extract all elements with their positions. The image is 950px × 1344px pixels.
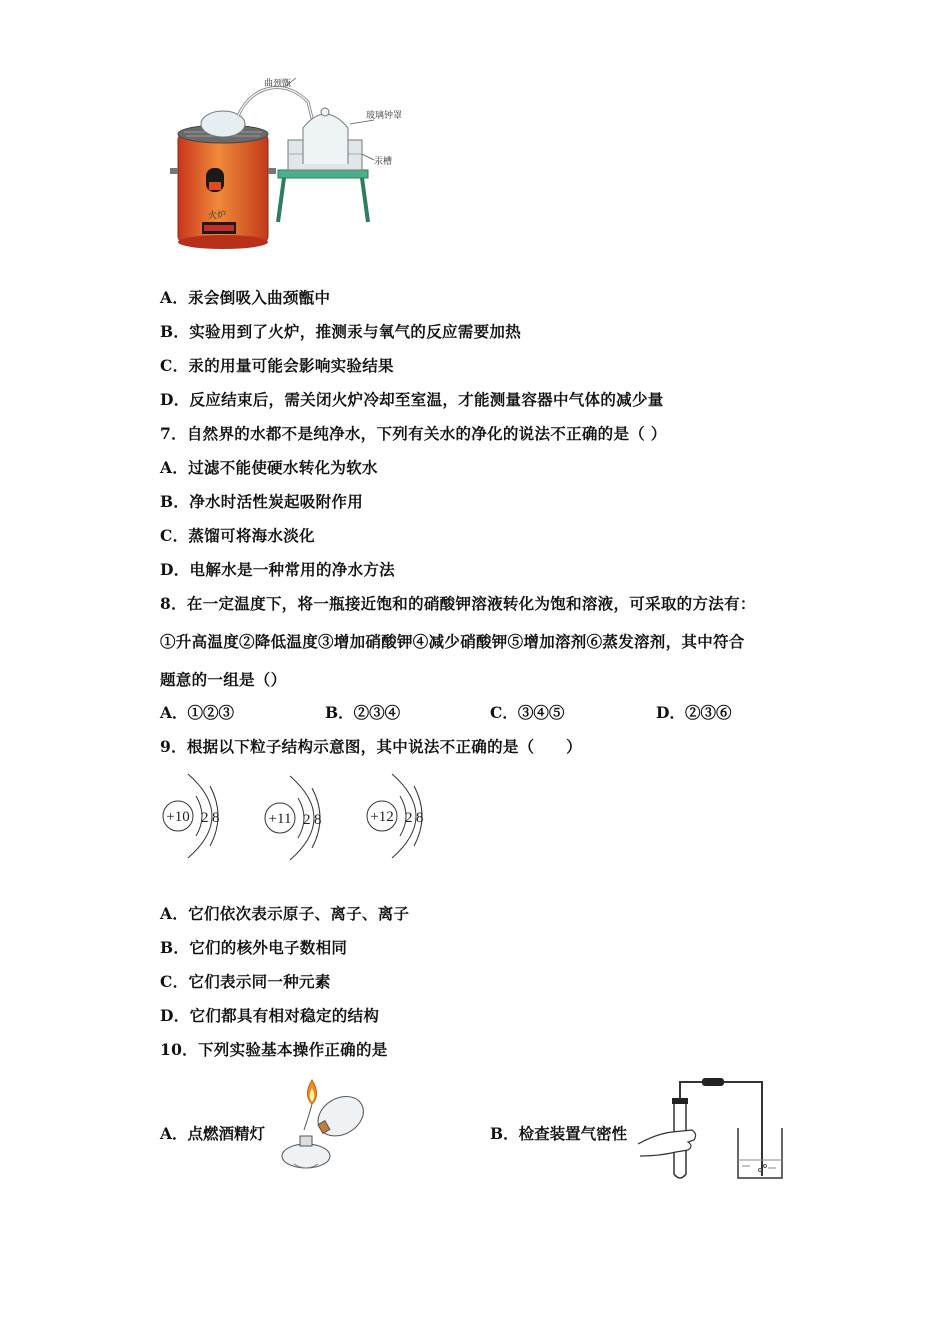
- q8-stem-line2: ①升高温度②降低温度③增加硝酸钾④减少硝酸钾⑤增加溶剂⑥蒸发溶剂，其中符合: [160, 632, 745, 651]
- atom3-nucleus: +12: [370, 809, 394, 825]
- particle-structure-diagrams: [158, 766, 438, 866]
- q7-option-d: D．电解水是一种常用的净水方法: [160, 560, 395, 579]
- q7-stem: 7．自然界的水都不是纯净水，下列有关水的净化的说法不正确的是（ ）: [160, 424, 667, 443]
- q6-option-b: B．实验用到了火炉，推测汞与氧气的反应需要加热: [160, 322, 522, 341]
- q9-option-c: C．它们表示同一种元素: [160, 972, 331, 991]
- atom-diagram-3: [367, 774, 424, 858]
- q7-option-a: A．过滤不能使硬水转化为软水: [160, 458, 378, 477]
- furnace-label: 火炉: [208, 211, 227, 221]
- q9-option-a: A．它们依次表示原子、离子、离子: [160, 904, 410, 923]
- atom1-nucleus: +10: [166, 809, 190, 825]
- q7-option-b: B．净水时活性炭起吸附作用: [160, 492, 364, 511]
- q10-stem: 10．下列实验基本操作正确的是: [160, 1040, 388, 1059]
- atom1-shell1: 2: [201, 810, 209, 826]
- q8-stem-line3: 题意的一组是（）: [160, 670, 287, 689]
- q9-option-d: D．它们都具有相对稳定的结构: [160, 1006, 380, 1025]
- q8-option-d: D．②③⑥: [656, 703, 732, 722]
- atom-diagram-2: [265, 776, 322, 860]
- atom3-shell2: 8: [416, 810, 424, 826]
- q10-option-a: A．点燃酒精灯: [160, 1124, 266, 1143]
- q9-stem: 9．根据以下粒子结构示意图，其中说法不正确的是（ ）: [160, 737, 582, 756]
- bell-jar-label: 玻璃钟罩: [366, 111, 403, 121]
- q6-option-a: A．汞会倒吸入曲颈甑中: [160, 288, 331, 307]
- lavoisier-apparatus-figure: [168, 72, 408, 250]
- trough-label: 汞槽: [374, 157, 393, 167]
- retort-label: 曲颈甑: [264, 79, 292, 89]
- q8-option-a: A．①②③: [160, 703, 235, 722]
- q8-option-c: C．③④⑤: [490, 703, 565, 722]
- atom3-shell1: 2: [405, 810, 413, 826]
- airtightness-check-figure: [636, 1072, 786, 1184]
- atom1-shell2: 8: [212, 810, 220, 826]
- q7-option-c: C．蒸馏可将海水淡化: [160, 526, 315, 545]
- atom2-nucleus: +11: [268, 811, 292, 827]
- atom-diagram-1: [163, 774, 220, 858]
- q10-option-b: B．检查装置气密性: [490, 1124, 628, 1143]
- alcohol-lamp-figure: [276, 1072, 372, 1176]
- q6-option-d: D．反应结束后，需关闭火炉冷却至室温，才能测量容器中气体的减少量: [160, 390, 664, 409]
- q6-option-c: C．汞的用量可能会影响实验结果: [160, 356, 394, 375]
- q8-stem-line1: 8．在一定温度下，将一瓶接近饱和的硝酸钾溶液转化为饱和溶液，可采取的方法有：: [160, 594, 756, 613]
- q9-option-b: B．它们的核外电子数相同: [160, 938, 348, 957]
- atom2-shell1: 2: [303, 812, 311, 828]
- q8-option-b: B．②③④: [325, 703, 401, 722]
- atom2-shell2: 8: [314, 812, 322, 828]
